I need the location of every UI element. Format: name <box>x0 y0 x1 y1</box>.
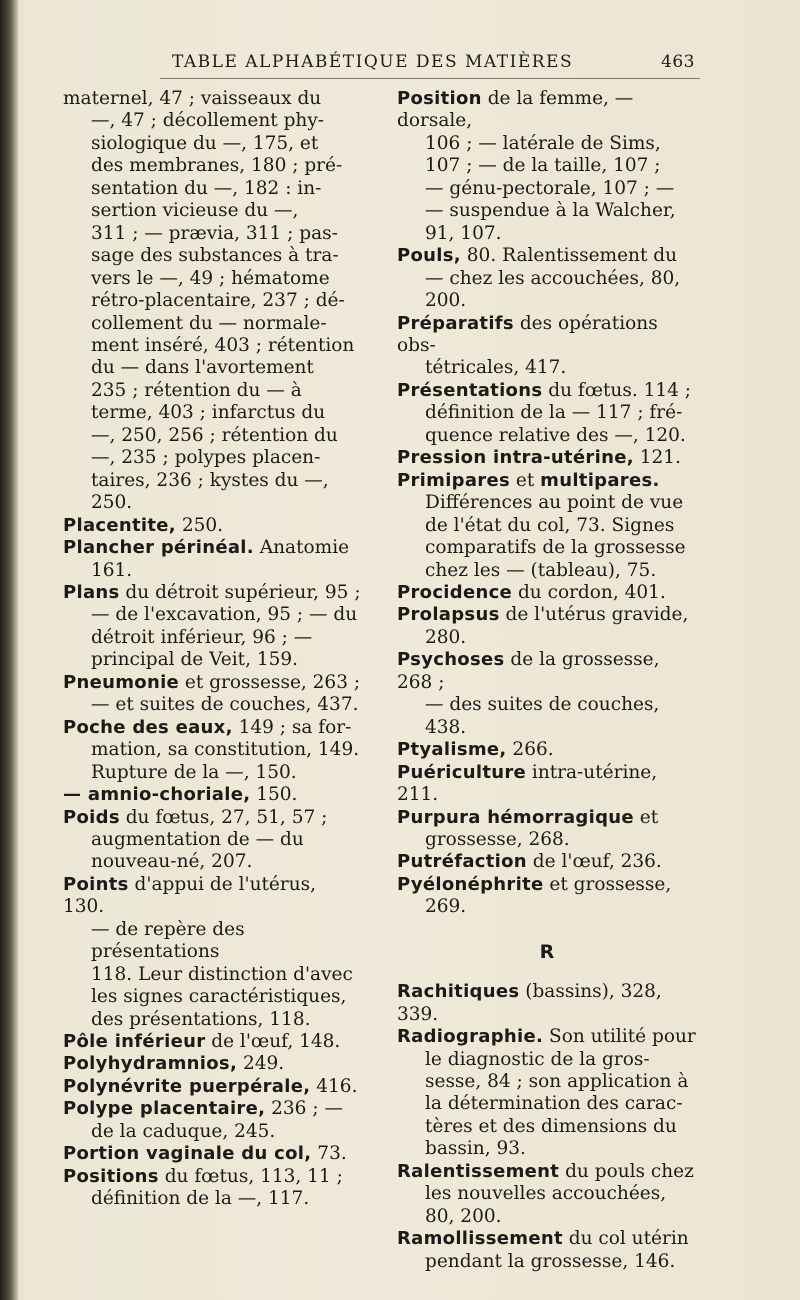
entry-heading: Positions <box>63 1165 159 1187</box>
index-column-right <box>397 88 697 1273</box>
index-entry <box>63 1031 363 1053</box>
index-entry <box>63 515 363 537</box>
entry-line: collement du — normale- <box>91 312 327 334</box>
entry-line: —, 235 ; polypes placen- <box>91 447 321 469</box>
entry-line: sesse, 84 ; son application à <box>425 1071 689 1093</box>
entry-text: de l'œuf, 236. <box>526 851 662 873</box>
entry-heading: Procidence <box>397 581 513 603</box>
index-entry <box>397 470 697 582</box>
entry-heading: Pneumonie <box>63 671 180 693</box>
entry-line: — de repère des présentations <box>91 918 245 963</box>
entry-heading: Placentite, <box>63 514 176 536</box>
index-entry <box>397 1228 697 1273</box>
entry-text: 249. <box>237 1053 285 1075</box>
page-number: 463 <box>661 52 695 72</box>
entry-heading: Ralentissement <box>397 1160 560 1182</box>
entry-heading: Ramollissement <box>397 1228 563 1250</box>
entry-heading: Purpura hémorragique <box>397 806 634 828</box>
entry-line: sage des substances à tra- <box>91 245 339 267</box>
entry-heading: multipares. <box>540 469 660 491</box>
entry-line: mation, sa constitution, 149. <box>91 739 360 761</box>
index-entry <box>397 1026 697 1161</box>
entry-heading: Polyhydramnios, <box>63 1053 238 1075</box>
entry-line: le diagnostic de la gros- <box>425 1048 650 1070</box>
entry-line: 250. <box>91 492 133 514</box>
entry-text: (bassins), 328, 339. <box>397 981 662 1025</box>
entry-heading: Ptyalisme, <box>397 739 507 761</box>
entry-text: 266. <box>506 739 554 761</box>
index-entry <box>397 582 697 604</box>
entry-text: Anatomie <box>253 537 350 559</box>
entry-heading: Rachitiques <box>397 981 520 1003</box>
entry-text: 121. <box>633 447 681 469</box>
entry-heading: — amnio-choriale, <box>63 784 251 806</box>
entry-text: et <box>510 469 541 491</box>
index-entry <box>397 851 697 873</box>
entry-line: taires, 236 ; kystes du —, <box>91 469 329 491</box>
entry-heading: Pouls, <box>397 245 461 267</box>
entry-line: des membranes, 180 ; pré- <box>91 155 343 177</box>
entry-line: — suspendue à la Walcher, <box>425 200 676 222</box>
entry-line: de l'état du col, 73. Signes <box>425 514 675 536</box>
entry-line: 91, 107. <box>425 222 502 244</box>
entry-line: définition de la — 117 ; fré- <box>425 402 683 424</box>
entry-text: Son utilité pour <box>543 1026 696 1048</box>
index-entry <box>397 649 697 739</box>
entry-line: grossesse, 268. <box>425 828 570 850</box>
entry-text: du fœtus. 114 ; <box>542 379 692 401</box>
entry-heading: Points <box>63 873 129 895</box>
entry-heading: Primipares <box>397 469 510 491</box>
entry-line: 311 ; — prævia, 311 ; pas- <box>91 222 338 244</box>
entry-line: du — dans l'avortement <box>91 357 314 379</box>
entry-line: —, 47 ; décollement phy- <box>91 110 325 132</box>
running-header <box>150 52 695 78</box>
entry-line: — chez les accouchées, 80, <box>425 267 681 289</box>
entry-line: 118. Leur distinction d'avec <box>91 963 353 985</box>
entry-line: comparatifs de la grossesse <box>425 537 686 559</box>
index-entry <box>63 807 363 874</box>
entry-heading: Psychoses <box>397 649 505 671</box>
entry-heading: Poids <box>63 806 120 828</box>
entry-line: Différences au point de vue <box>425 492 684 514</box>
index-entry <box>397 313 697 380</box>
entry-text: 73. <box>311 1143 347 1165</box>
index-entry <box>397 88 697 245</box>
entry-line: 106 ; — latérale de Sims, <box>425 132 661 154</box>
index-entry <box>63 88 363 515</box>
index-entry <box>63 874 363 1031</box>
entry-heading: Pôle inférieur <box>63 1031 206 1053</box>
entry-line: — des suites de couches, <box>425 694 660 716</box>
entry-line: augmentation de — du <box>91 828 304 850</box>
entry-text: des opérations obs- <box>397 312 658 356</box>
index-entry <box>63 1098 363 1143</box>
entry-heading: Prolapsus <box>397 604 500 626</box>
entry-text: et grossesse, 263 ; <box>179 671 361 693</box>
entry-heading: Portion vaginale du col, <box>63 1143 312 1165</box>
index-entry <box>63 537 363 582</box>
index-entry <box>397 807 697 852</box>
entry-heading: Radiographie. <box>397 1026 544 1048</box>
entry-line: pendant la grossesse, 146. <box>425 1250 676 1272</box>
entry-line: chez les — (tableau), 75. <box>425 559 657 581</box>
entry-text: de l'œuf, 148. <box>205 1031 341 1053</box>
entry-heading: Préparatifs <box>397 312 514 334</box>
entry-text: 150. <box>250 784 298 806</box>
index-entry <box>397 604 697 649</box>
entry-text: du cordon, 401. <box>512 581 666 603</box>
index-entry <box>63 1143 363 1165</box>
entry-line: — génu-pectorale, 107 ; — <box>425 177 675 199</box>
entry-line: les nouvelles accouchées, <box>425 1183 667 1205</box>
entry-text: 416. <box>310 1075 358 1097</box>
entry-heading: Pression intra-utérine, <box>397 447 634 469</box>
entry-line: principal de Veit, 159. <box>91 649 299 671</box>
index-entry <box>63 582 363 672</box>
entry-line: tères et des dimensions du <box>425 1115 677 1137</box>
entry-line: tétricales, 417. <box>425 357 567 379</box>
entry-text: du col utérin <box>562 1228 689 1250</box>
index-entry <box>397 245 697 312</box>
entry-heading: Plans <box>63 581 120 603</box>
entry-line: les signes caractéristiques, <box>91 986 347 1008</box>
entry-text: et <box>633 806 659 828</box>
entry-line: 200. <box>425 290 467 312</box>
entry-text: du fœtus, 113, 11 ; <box>158 1165 343 1187</box>
entry-text: du fœtus, 27, 51, 57 ; <box>119 806 328 828</box>
index-entry <box>63 672 363 717</box>
entry-text: et grossesse, <box>543 873 672 895</box>
entry-line: 280. <box>425 626 467 648</box>
index-entry <box>397 447 697 469</box>
index-entry <box>63 717 363 784</box>
entry-heading: Présentations <box>397 379 543 401</box>
index-entry <box>63 784 363 806</box>
header-rule <box>160 78 700 79</box>
entry-text: d'appui de l'utérus, 130. <box>63 873 317 918</box>
entry-line: maternel, 47 ; vaisseaux du <box>63 88 322 109</box>
entry-heading: Plancher périnéal. <box>63 537 254 559</box>
entry-line: nouveau-né, 207. <box>91 851 253 873</box>
index-entry <box>397 380 697 447</box>
entry-line: la détermination des carac- <box>425 1093 683 1115</box>
entry-text: 236 ; — <box>265 1098 343 1120</box>
index-column-left <box>63 88 363 1211</box>
entry-heading: Puériculture <box>397 761 527 783</box>
index-entry <box>397 874 697 919</box>
entry-line: ment inséré, 403 ; rétention <box>91 334 355 356</box>
entry-text: de la grossesse, 268 ; <box>397 649 660 693</box>
entry-line: 80, 200. <box>425 1205 502 1227</box>
entry-text: 250. <box>175 514 224 536</box>
entry-line: 269. <box>425 896 467 918</box>
entry-line: détroit inférieur, 96 ; — <box>91 626 313 648</box>
entry-text: du détroit supérieur, 95 ; <box>119 581 361 603</box>
entry-line: 235 ; rétention du — à <box>91 379 302 401</box>
entry-line: définition de la —, 117. <box>91 1188 310 1210</box>
entry-line: —, 250, 256 ; rétention du <box>91 424 338 446</box>
entry-line: sertion vicieuse du —, <box>91 200 299 222</box>
index-entry <box>63 1053 363 1075</box>
index-entry <box>397 981 697 1026</box>
entry-line: 438. <box>425 716 467 738</box>
entry-line: Rupture de la —, 150. <box>91 761 297 783</box>
entry-heading: Polynévrite puerpérale, <box>63 1075 311 1097</box>
entry-text: du pouls chez <box>559 1160 694 1182</box>
entry-line: 161. <box>91 559 133 581</box>
section-letter: R <box>539 940 555 963</box>
entry-line: sentation du —, 182 : in- <box>91 177 322 199</box>
entry-line: — et suites de couches, 437. <box>91 694 359 716</box>
entry-line: quence relative des —, 120. <box>425 424 686 446</box>
entry-heading: Polype placentaire, <box>63 1098 266 1120</box>
index-entry <box>397 762 697 807</box>
entry-line: siologique du —, 175, et <box>91 132 319 154</box>
entry-line: rétro-placentaire, 237 ; dé- <box>91 290 345 312</box>
index-entry <box>397 739 697 761</box>
entry-line: vers le —, 49 ; hématome <box>91 267 330 289</box>
header-title: TABLE ALPHABÉTIQUE DES MATIÈRES <box>172 52 574 72</box>
index-entry <box>397 1161 697 1228</box>
entry-heading: Putréfaction <box>397 851 527 873</box>
entry-text: 80. Ralentissement du <box>460 245 678 267</box>
index-entry <box>63 1076 363 1098</box>
entry-text: de la femme, — dorsale, <box>397 88 634 132</box>
entry-text: 149 ; sa for- <box>232 716 352 738</box>
index-entry <box>63 1166 363 1211</box>
entry-line: — de l'excavation, 95 ; — du <box>91 604 358 626</box>
entry-heading: Poche des eaux, <box>63 716 233 738</box>
entry-heading: Position <box>397 88 482 109</box>
entry-text: de l'utérus gravide, <box>499 604 689 626</box>
entry-heading: Pyélonéphrite <box>397 873 544 895</box>
entry-line: des présentations, 118. <box>91 1008 311 1030</box>
entry-text: intra-utérine, 211. <box>397 761 658 806</box>
entry-line: 107 ; — de la taille, 107 ; <box>425 155 661 177</box>
page-spine-shadow <box>0 0 18 1300</box>
entry-line: terme, 403 ; infarctus du <box>91 402 326 424</box>
entry-line: bassin, 93. <box>425 1138 526 1160</box>
entry-line: de la caduque, 245. <box>91 1120 276 1142</box>
